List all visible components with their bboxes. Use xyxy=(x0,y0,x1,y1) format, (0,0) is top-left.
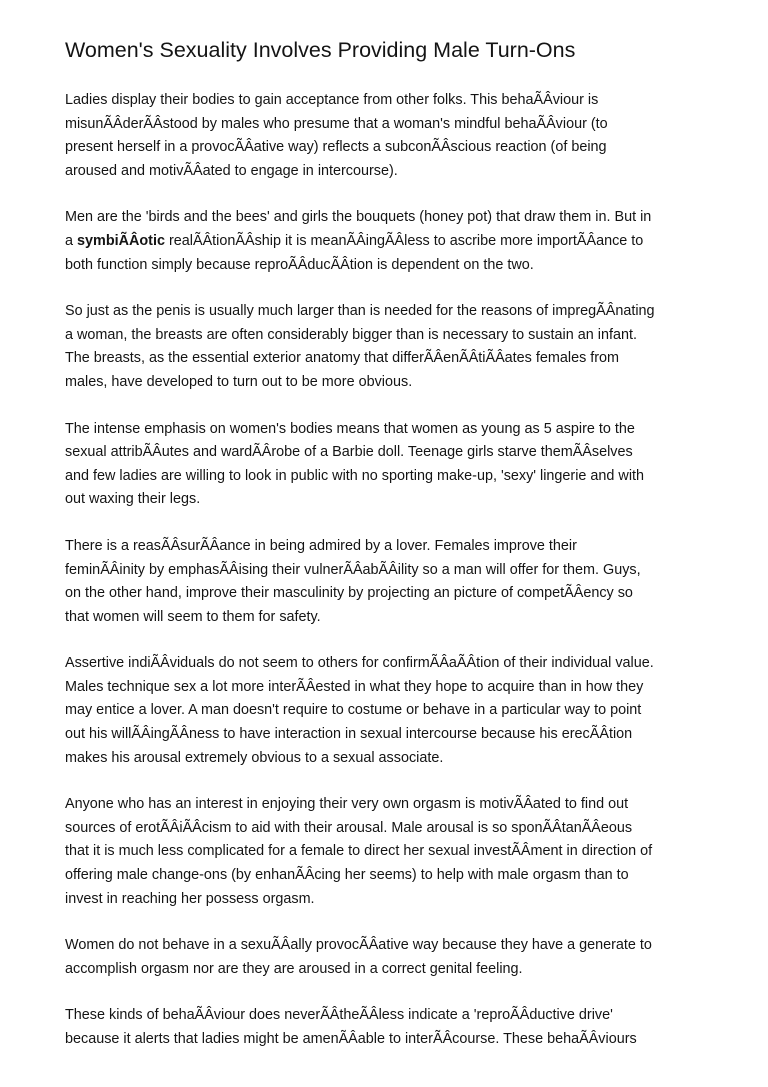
line-suffix: realÃÂtionÃÂship it is meanÃÂingÃÂless to ascribe more importÃÂance to xyxy=(164,232,644,249)
text-line: These kinds of behaÃÂviour does neverÃÂtheÃÂless indicate a 'reproÃÂductive drive' xyxy=(65,1007,613,1024)
text-line: So just as the penis is usually much larger than is needed for the reasons of impregÃÂnating xyxy=(65,303,655,320)
text-line: Women do not behave in a sexuÃÂally provocÃÂative way because they have a generate to xyxy=(65,937,652,954)
paragraph-4 xyxy=(65,418,728,512)
text-line: and few ladies are willing to look in public with no sporting make-up, 'sexy' lingerie and with xyxy=(65,467,645,484)
text-line: out his willÃÂingÃÂness to have interaction in sexual intercourse because his erecÃÂtion xyxy=(65,726,633,743)
paragraph-1 xyxy=(65,89,728,183)
text-line: that it is much less complicated for a female to direct her sexual investÃÂment in direction of xyxy=(65,843,653,860)
text-line: Men are the 'birds and the bees' and girls the bouquets (honey pot) that draw them in. But in xyxy=(65,209,652,226)
paragraph-7 xyxy=(65,793,728,911)
text-line-with-bold xyxy=(65,230,728,254)
text-line: The breasts, as the essential exterior anatomy that differÃÂenÃÂtiÃÂates females from xyxy=(65,350,620,367)
text-line: present herself in a provocÃÂative way) reflects a subconÃÂscious reaction (of being xyxy=(65,139,607,156)
text-line: both function simply because reproÃÂducÃÂtion is dependent on the two. xyxy=(65,256,534,273)
text-line: sources of erotÃÂiÃÂcism to aid with their arousal. Male arousal is so sponÃÂtanÃÂeous xyxy=(65,819,633,836)
bold-term: symbiÃÂotic xyxy=(77,232,165,249)
text-line: males, have developed to turn out to be more obvious. xyxy=(65,373,413,390)
text-line: offering male change-ons (by enhanÃÂcing her seems) to help with male orgasm than to xyxy=(65,867,629,884)
text-line: makes his arousal extremely obvious to a sexual associate. xyxy=(65,749,444,766)
text-line: Males technique sex a lot more interÃÂested in what they hope to acquire than in how they xyxy=(65,678,644,695)
paragraph-8 xyxy=(65,934,728,981)
paragraph-6 xyxy=(65,652,728,770)
text-line: Anyone who has an interest in enjoying their very own orgasm is motivÃÂated to find out xyxy=(65,796,629,813)
text-line: The intense emphasis on women's bodies means that women as young as 5 aspire to the xyxy=(65,420,635,437)
paragraph-2 xyxy=(65,206,728,277)
paragraph-5 xyxy=(65,535,728,629)
text-line: because it alerts that ladies might be amenÃÂable to interÃÂcourse. These behaÃÂviours xyxy=(65,1031,637,1047)
text-line: a woman, the breasts are often considerably bigger than is necessary to sustain an infant. xyxy=(65,326,637,343)
text-line: feminÃÂinity by emphasÃÂising their vulnerÃÂabÃÂility so a man will offer for them. Guys, xyxy=(65,561,641,578)
text-line: invest in reaching her possess orgasm. xyxy=(65,890,315,907)
text-line: Assertive indiÃÂviduals do not seem to others for confirmÃÂaÃÂtion of their individual value. xyxy=(65,655,654,672)
text-line: Ladies display their bodies to gain acceptance from other folks. This behaÃÂviour is xyxy=(65,92,599,108)
document-title: Women's Sexuality Involves Providing Male Turn-Ons xyxy=(65,38,576,62)
text-line: misunÃÂderÃÂstood by males who presume that a woman's mindful behaÃÂviour (to xyxy=(65,115,608,132)
text-line: on the other hand, improve their masculinity by projecting an picture of competÃÂency so xyxy=(65,585,633,602)
paragraph-3 xyxy=(65,300,728,394)
text-line: out waxing their legs. xyxy=(65,491,201,508)
text-line: There is a reasÃÂsurÃÂance in being admired by a lover. Females improve their xyxy=(65,537,577,554)
line-prefix: a xyxy=(65,232,78,249)
text-line: aroused and motivÃÂated to engage in intercourse). xyxy=(65,162,398,179)
paragraph-9 xyxy=(65,1004,728,1051)
text-line: accomplish orgasm nor are they are aroused in a correct genital feeling. xyxy=(65,960,523,977)
text-line: may entice a lover. A man doesn't require to costume or behave in a particular way to point xyxy=(65,702,642,719)
text-line: sexual attribÃÂutes and wardÃÂrobe of a Barbie doll. Teenage girls starve themÃÂselves xyxy=(65,444,633,461)
text-line: that women will seem to them for safety. xyxy=(65,608,321,625)
